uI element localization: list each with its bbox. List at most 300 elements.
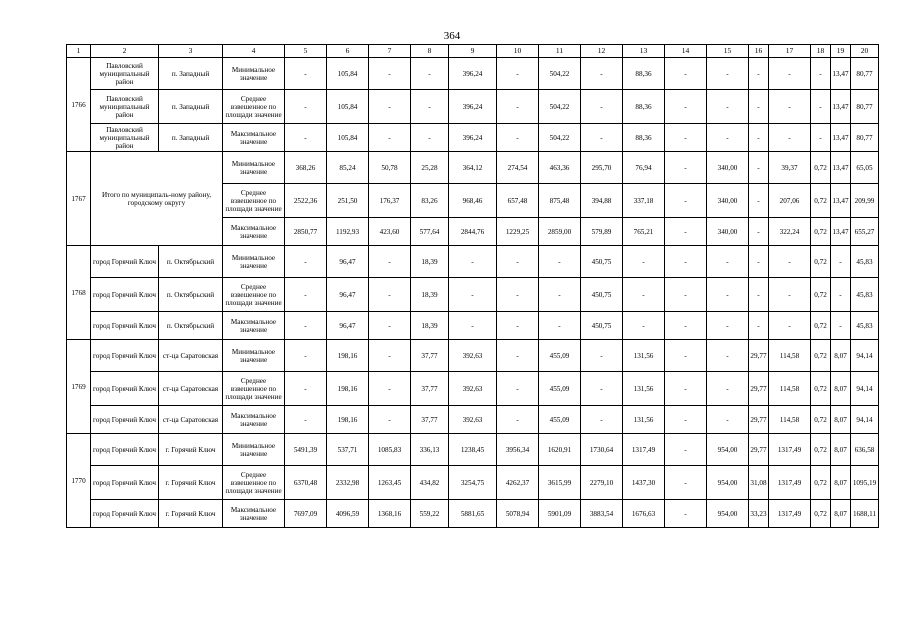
value-cell: 1317,49 bbox=[769, 434, 811, 466]
value-cell: 1192,93 bbox=[327, 218, 369, 246]
value-cell: - bbox=[749, 246, 769, 278]
value-cell: 450,75 bbox=[581, 246, 623, 278]
indicator-cell: Максимальное значение bbox=[223, 406, 285, 434]
value-cell: - bbox=[497, 312, 539, 340]
value-cell: - bbox=[707, 90, 749, 124]
value-cell: - bbox=[539, 312, 581, 340]
value-cell: 45,83 bbox=[851, 312, 879, 340]
value-cell: 131,56 bbox=[623, 372, 665, 406]
column-header: 10 bbox=[497, 45, 539, 58]
territory-cell: Павловский муниципальный район bbox=[91, 58, 159, 90]
indicator-cell: Среднее взвешенное по площади значение bbox=[223, 466, 285, 500]
value-cell: - bbox=[539, 278, 581, 312]
value-cell: 8,07 bbox=[831, 372, 851, 406]
value-cell: 37,77 bbox=[411, 406, 449, 434]
value-cell: 131,56 bbox=[623, 406, 665, 434]
value-cell: - bbox=[497, 58, 539, 90]
value-cell: 5491,39 bbox=[285, 434, 327, 466]
value-cell: 8,07 bbox=[831, 500, 851, 528]
value-cell: 0,72 bbox=[811, 466, 831, 500]
locality-cell: ст-ца Саратовская bbox=[159, 406, 223, 434]
value-cell: - bbox=[769, 312, 811, 340]
locality-cell: п. Западный bbox=[159, 58, 223, 90]
value-cell: 0,72 bbox=[811, 434, 831, 466]
indicator-cell: Минимальное значение bbox=[223, 58, 285, 90]
value-cell: - bbox=[707, 340, 749, 372]
data-table bbox=[66, 44, 879, 528]
value-cell: - bbox=[285, 406, 327, 434]
value-cell: 96,47 bbox=[327, 312, 369, 340]
value-cell: 337,18 bbox=[623, 184, 665, 218]
value-cell: - bbox=[769, 246, 811, 278]
value-cell: - bbox=[665, 218, 707, 246]
value-cell: - bbox=[539, 246, 581, 278]
value-cell: - bbox=[665, 406, 707, 434]
value-cell: 4096,59 bbox=[327, 500, 369, 528]
value-cell: - bbox=[449, 246, 497, 278]
value-cell: 577,64 bbox=[411, 218, 449, 246]
value-cell: 0,72 bbox=[811, 278, 831, 312]
value-cell: 1676,63 bbox=[623, 500, 665, 528]
column-header: 17 bbox=[769, 45, 811, 58]
value-cell: 18,39 bbox=[411, 278, 449, 312]
value-cell: 455,09 bbox=[539, 372, 581, 406]
value-cell: - bbox=[707, 58, 749, 90]
column-header: 15 bbox=[707, 45, 749, 58]
territory-cell: город Горячий Ключ bbox=[91, 312, 159, 340]
value-cell: 1620,91 bbox=[539, 434, 581, 466]
value-cell: - bbox=[623, 312, 665, 340]
value-cell: - bbox=[369, 90, 411, 124]
table-row bbox=[67, 466, 879, 500]
value-cell: - bbox=[285, 372, 327, 406]
column-header: 9 bbox=[449, 45, 497, 58]
value-cell: - bbox=[369, 246, 411, 278]
value-cell: - bbox=[581, 90, 623, 124]
column-header: 19 bbox=[831, 45, 851, 58]
value-cell: - bbox=[285, 124, 327, 152]
value-cell: 423,60 bbox=[369, 218, 411, 246]
value-cell: 0,72 bbox=[811, 372, 831, 406]
value-cell: 1368,16 bbox=[369, 500, 411, 528]
table-body bbox=[67, 58, 879, 528]
value-cell: 29,77 bbox=[749, 340, 769, 372]
value-cell: - bbox=[749, 152, 769, 184]
column-header: 12 bbox=[581, 45, 623, 58]
column-header: 1 bbox=[67, 45, 91, 58]
value-cell: - bbox=[749, 312, 769, 340]
value-cell: 396,24 bbox=[449, 90, 497, 124]
value-cell: - bbox=[369, 312, 411, 340]
value-cell: - bbox=[623, 278, 665, 312]
value-cell: - bbox=[707, 246, 749, 278]
value-cell: 13,47 bbox=[831, 58, 851, 90]
value-cell: - bbox=[811, 90, 831, 124]
value-cell: 1263,45 bbox=[369, 466, 411, 500]
territory-cell: город Горячий Ключ bbox=[91, 434, 159, 466]
value-cell: 0,72 bbox=[811, 184, 831, 218]
indicator-cell: Среднее взвешенное по площади значение bbox=[223, 278, 285, 312]
value-cell: - bbox=[665, 340, 707, 372]
value-cell: 29,77 bbox=[749, 406, 769, 434]
value-cell: - bbox=[581, 340, 623, 372]
value-cell: 3254,75 bbox=[449, 466, 497, 500]
territory-cell: Павловский муниципальный район bbox=[91, 90, 159, 124]
value-cell: - bbox=[665, 466, 707, 500]
value-cell: - bbox=[811, 58, 831, 90]
value-cell: 5881,65 bbox=[449, 500, 497, 528]
value-cell: - bbox=[285, 278, 327, 312]
value-cell: - bbox=[285, 312, 327, 340]
table-row bbox=[67, 500, 879, 528]
value-cell: - bbox=[665, 58, 707, 90]
column-header: 13 bbox=[623, 45, 665, 58]
column-header: 7 bbox=[369, 45, 411, 58]
value-cell: 29,77 bbox=[749, 372, 769, 406]
value-cell: 114,58 bbox=[769, 406, 811, 434]
value-cell: 105,84 bbox=[327, 124, 369, 152]
value-cell: 537,71 bbox=[327, 434, 369, 466]
value-cell: 655,27 bbox=[851, 218, 879, 246]
value-cell: 45,83 bbox=[851, 246, 879, 278]
value-cell: 1095,19 bbox=[851, 466, 879, 500]
table-row bbox=[67, 312, 879, 340]
value-cell: 875,48 bbox=[539, 184, 581, 218]
value-cell: 0,72 bbox=[811, 406, 831, 434]
row-number: 1768 bbox=[67, 246, 91, 340]
value-cell: 579,89 bbox=[581, 218, 623, 246]
value-cell: 13,47 bbox=[831, 218, 851, 246]
table-row bbox=[67, 58, 879, 90]
row-number: 1767 bbox=[67, 152, 91, 246]
value-cell: - bbox=[707, 278, 749, 312]
value-cell: 7697,09 bbox=[285, 500, 327, 528]
value-cell: - bbox=[665, 184, 707, 218]
value-cell: 1317,49 bbox=[769, 466, 811, 500]
locality-cell: г. Горячий Ключ bbox=[159, 500, 223, 528]
value-cell: 1437,30 bbox=[623, 466, 665, 500]
value-cell: - bbox=[449, 278, 497, 312]
value-cell: 96,47 bbox=[327, 246, 369, 278]
value-cell: 94,14 bbox=[851, 372, 879, 406]
value-cell: - bbox=[285, 340, 327, 372]
value-cell: - bbox=[749, 278, 769, 312]
value-cell: - bbox=[497, 406, 539, 434]
value-cell: 0,72 bbox=[811, 218, 831, 246]
value-cell: - bbox=[285, 246, 327, 278]
value-cell: 13,47 bbox=[831, 90, 851, 124]
value-cell: 251,50 bbox=[327, 184, 369, 218]
value-cell: - bbox=[581, 124, 623, 152]
header-row bbox=[67, 45, 879, 58]
table-row bbox=[67, 278, 879, 312]
locality-cell: г. Горячий Ключ bbox=[159, 434, 223, 466]
column-header: 20 bbox=[851, 45, 879, 58]
column-header: 3 bbox=[159, 45, 223, 58]
value-cell: - bbox=[665, 278, 707, 312]
value-cell: - bbox=[497, 246, 539, 278]
value-cell: - bbox=[811, 124, 831, 152]
table-row bbox=[67, 152, 879, 184]
value-cell: - bbox=[497, 372, 539, 406]
value-cell: - bbox=[665, 246, 707, 278]
value-cell: - bbox=[749, 90, 769, 124]
value-cell: 0,72 bbox=[811, 152, 831, 184]
value-cell: 85,24 bbox=[327, 152, 369, 184]
value-cell: 31,08 bbox=[749, 466, 769, 500]
indicator-cell: Среднее взвешенное по площади значение bbox=[223, 90, 285, 124]
value-cell: 0,72 bbox=[811, 246, 831, 278]
value-cell: 295,70 bbox=[581, 152, 623, 184]
value-cell: 88,36 bbox=[623, 90, 665, 124]
value-cell: 80,77 bbox=[851, 90, 879, 124]
locality-cell: ст-ца Саратовская bbox=[159, 340, 223, 372]
value-cell: - bbox=[449, 312, 497, 340]
value-cell: 176,37 bbox=[369, 184, 411, 218]
value-cell: 37,77 bbox=[411, 340, 449, 372]
locality-cell: п. Западный bbox=[159, 124, 223, 152]
value-cell: - bbox=[707, 124, 749, 152]
value-cell: 1317,49 bbox=[623, 434, 665, 466]
value-cell: 954,00 bbox=[707, 434, 749, 466]
table-row bbox=[67, 406, 879, 434]
value-cell: - bbox=[497, 278, 539, 312]
value-cell: - bbox=[369, 372, 411, 406]
value-cell: - bbox=[369, 124, 411, 152]
locality-cell: п. Октябрьский bbox=[159, 312, 223, 340]
value-cell: - bbox=[285, 90, 327, 124]
value-cell: - bbox=[707, 406, 749, 434]
value-cell: 3956,34 bbox=[497, 434, 539, 466]
value-cell: 1688,11 bbox=[851, 500, 879, 528]
value-cell: 636,58 bbox=[851, 434, 879, 466]
value-cell: 2279,10 bbox=[581, 466, 623, 500]
column-header: 16 bbox=[749, 45, 769, 58]
column-header: 11 bbox=[539, 45, 581, 58]
value-cell: 392,63 bbox=[449, 372, 497, 406]
value-cell: 80,77 bbox=[851, 124, 879, 152]
value-cell: 13,47 bbox=[831, 152, 851, 184]
value-cell: 76,94 bbox=[623, 152, 665, 184]
value-cell: 463,36 bbox=[539, 152, 581, 184]
value-cell: - bbox=[665, 152, 707, 184]
indicator-cell: Среднее взвешенное по площади значение bbox=[223, 184, 285, 218]
value-cell: 25,28 bbox=[411, 152, 449, 184]
value-cell: 33,23 bbox=[749, 500, 769, 528]
value-cell: 94,14 bbox=[851, 340, 879, 372]
value-cell: 105,84 bbox=[327, 58, 369, 90]
territory-cell: город Горячий Ключ bbox=[91, 372, 159, 406]
value-cell: - bbox=[665, 124, 707, 152]
value-cell: 198,16 bbox=[327, 372, 369, 406]
value-cell: - bbox=[831, 246, 851, 278]
indicator-cell: Минимальное значение bbox=[223, 340, 285, 372]
value-cell: - bbox=[749, 218, 769, 246]
value-cell: - bbox=[285, 58, 327, 90]
value-cell: 207,06 bbox=[769, 184, 811, 218]
indicator-cell: Максимальное значение bbox=[223, 124, 285, 152]
column-header: 5 bbox=[285, 45, 327, 58]
column-header: 2 bbox=[91, 45, 159, 58]
value-cell: - bbox=[769, 58, 811, 90]
row-number: 1770 bbox=[67, 434, 91, 528]
value-cell: 45,83 bbox=[851, 278, 879, 312]
value-cell: - bbox=[831, 278, 851, 312]
value-cell: 29,77 bbox=[749, 434, 769, 466]
value-cell: - bbox=[623, 246, 665, 278]
value-cell: 2522,36 bbox=[285, 184, 327, 218]
row-number: 1769 bbox=[67, 340, 91, 434]
value-cell: 105,84 bbox=[327, 90, 369, 124]
value-cell: 954,00 bbox=[707, 466, 749, 500]
territory-cell: город Горячий Ключ bbox=[91, 246, 159, 278]
column-header: 6 bbox=[327, 45, 369, 58]
territory-cell: город Горячий Ключ bbox=[91, 340, 159, 372]
value-cell: 94,14 bbox=[851, 406, 879, 434]
value-cell: 336,13 bbox=[411, 434, 449, 466]
indicator-cell: Минимальное значение bbox=[223, 434, 285, 466]
indicator-cell: Максимальное значение bbox=[223, 218, 285, 246]
territory-cell: Павловский муниципальный район bbox=[91, 124, 159, 152]
value-cell: - bbox=[581, 58, 623, 90]
value-cell: 2844,76 bbox=[449, 218, 497, 246]
table-row bbox=[67, 124, 879, 152]
value-cell: 39,37 bbox=[769, 152, 811, 184]
value-cell: 1085,83 bbox=[369, 434, 411, 466]
value-cell: 13,47 bbox=[831, 184, 851, 218]
value-cell: - bbox=[411, 58, 449, 90]
column-header: 8 bbox=[411, 45, 449, 58]
locality-cell: ст-ца Саратовская bbox=[159, 372, 223, 406]
value-cell: 340,00 bbox=[707, 184, 749, 218]
value-cell: - bbox=[749, 124, 769, 152]
value-cell: 4262,37 bbox=[497, 466, 539, 500]
table-row bbox=[67, 246, 879, 278]
value-cell: 364,12 bbox=[449, 152, 497, 184]
value-cell: 455,09 bbox=[539, 340, 581, 372]
value-cell: 131,56 bbox=[623, 340, 665, 372]
territory-cell: город Горячий Ключ bbox=[91, 466, 159, 500]
value-cell: 455,09 bbox=[539, 406, 581, 434]
page-number: 364 bbox=[443, 30, 461, 42]
value-cell: 83,26 bbox=[411, 184, 449, 218]
value-cell: 18,39 bbox=[411, 246, 449, 278]
locality-cell: п. Октябрьский bbox=[159, 278, 223, 312]
value-cell: 394,88 bbox=[581, 184, 623, 218]
value-cell: 450,75 bbox=[581, 312, 623, 340]
value-cell: 0,72 bbox=[811, 312, 831, 340]
value-cell: 504,22 bbox=[539, 58, 581, 90]
value-cell: 2332,98 bbox=[327, 466, 369, 500]
value-cell: - bbox=[769, 278, 811, 312]
value-cell: 559,22 bbox=[411, 500, 449, 528]
value-cell: - bbox=[497, 90, 539, 124]
locality-cell: г. Горячий Ключ bbox=[159, 466, 223, 500]
value-cell: 198,16 bbox=[327, 340, 369, 372]
value-cell: - bbox=[749, 184, 769, 218]
value-cell: - bbox=[411, 124, 449, 152]
value-cell: - bbox=[369, 278, 411, 312]
value-cell: 8,07 bbox=[831, 466, 851, 500]
value-cell: 3883,54 bbox=[581, 500, 623, 528]
value-cell: 340,00 bbox=[707, 152, 749, 184]
value-cell: 1317,49 bbox=[769, 500, 811, 528]
indicator-cell: Максимальное значение bbox=[223, 500, 285, 528]
value-cell: - bbox=[665, 312, 707, 340]
value-cell: 1238,45 bbox=[449, 434, 497, 466]
locality-cell: п. Октябрьский bbox=[159, 246, 223, 278]
value-cell: - bbox=[749, 58, 769, 90]
value-cell: - bbox=[831, 312, 851, 340]
value-cell: - bbox=[769, 90, 811, 124]
value-cell: - bbox=[665, 500, 707, 528]
territory-cell: город Горячий Ключ bbox=[91, 500, 159, 528]
value-cell: - bbox=[665, 372, 707, 406]
table-row bbox=[67, 372, 879, 406]
value-cell: 0,72 bbox=[811, 340, 831, 372]
value-cell: - bbox=[369, 406, 411, 434]
value-cell: 392,63 bbox=[449, 406, 497, 434]
territory-cell: город Горячий Ключ bbox=[91, 278, 159, 312]
value-cell: - bbox=[497, 340, 539, 372]
value-cell: 6370,48 bbox=[285, 466, 327, 500]
value-cell: 434,82 bbox=[411, 466, 449, 500]
value-cell: - bbox=[497, 124, 539, 152]
value-cell: - bbox=[581, 406, 623, 434]
value-cell: - bbox=[707, 312, 749, 340]
column-header: 18 bbox=[811, 45, 831, 58]
value-cell: 198,16 bbox=[327, 406, 369, 434]
table-row bbox=[67, 340, 879, 372]
value-cell: 50,78 bbox=[369, 152, 411, 184]
table-row bbox=[67, 90, 879, 124]
value-cell: 392,63 bbox=[449, 340, 497, 372]
value-cell: 5901,09 bbox=[539, 500, 581, 528]
value-cell: 368,26 bbox=[285, 152, 327, 184]
value-cell: 1730,64 bbox=[581, 434, 623, 466]
value-cell: 8,07 bbox=[831, 340, 851, 372]
value-cell: 114,58 bbox=[769, 340, 811, 372]
value-cell: 88,36 bbox=[623, 124, 665, 152]
value-cell: 396,24 bbox=[449, 58, 497, 90]
value-cell: - bbox=[665, 434, 707, 466]
value-cell: 340,00 bbox=[707, 218, 749, 246]
indicator-cell: Среднее взвешенное по площади значение bbox=[223, 372, 285, 406]
value-cell: 1229,25 bbox=[497, 218, 539, 246]
indicator-cell: Минимальное значение bbox=[223, 246, 285, 278]
value-cell: 80,77 bbox=[851, 58, 879, 90]
value-cell: - bbox=[707, 372, 749, 406]
indicator-cell: Минимальное значение bbox=[223, 152, 285, 184]
value-cell: 657,48 bbox=[497, 184, 539, 218]
value-cell: 968,46 bbox=[449, 184, 497, 218]
value-cell: 396,24 bbox=[449, 124, 497, 152]
value-cell: 8,07 bbox=[831, 406, 851, 434]
value-cell: - bbox=[369, 58, 411, 90]
locality-cell: п. Западный bbox=[159, 90, 223, 124]
indicator-cell: Максимальное значение bbox=[223, 312, 285, 340]
value-cell: 504,22 bbox=[539, 124, 581, 152]
value-cell: 114,58 bbox=[769, 372, 811, 406]
column-header: 14 bbox=[665, 45, 707, 58]
value-cell: 504,22 bbox=[539, 90, 581, 124]
value-cell: 274,54 bbox=[497, 152, 539, 184]
value-cell: - bbox=[581, 372, 623, 406]
value-cell: 322,24 bbox=[769, 218, 811, 246]
value-cell: 0,72 bbox=[811, 500, 831, 528]
value-cell: 88,36 bbox=[623, 58, 665, 90]
value-cell: 5078,94 bbox=[497, 500, 539, 528]
